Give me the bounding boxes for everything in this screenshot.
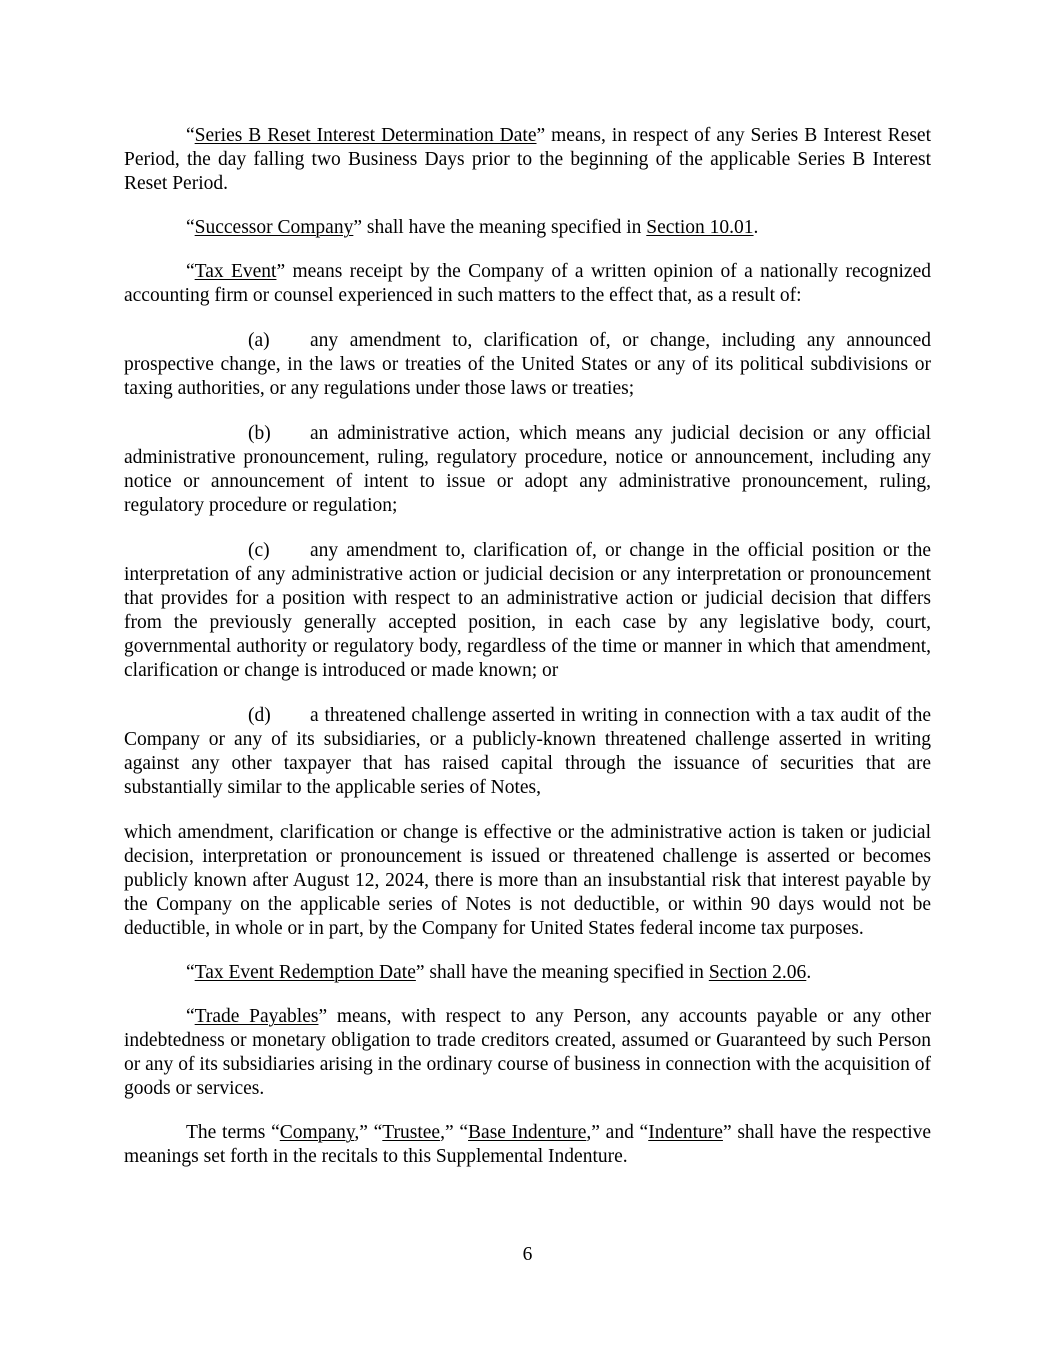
- defined-term: Tax Event: [194, 261, 277, 282]
- document-body: [124, 124, 931, 1189]
- item-label: (b): [248, 423, 271, 444]
- defined-term: Successor Company: [194, 217, 354, 238]
- definition-trade-payables: “Trade Payables” means, with respect to any Person, any accounts payable or any other indebtedness or monetary obligation to trade creditors created, assumed or Guaranteed by such Person or any of its subsidiaries arising in the ordinary course of business in connection with the acquisition of goods or services.: [124, 1006, 931, 1099]
- section-reference: Section 10.01: [646, 217, 754, 238]
- page-number: 6: [522, 1244, 533, 1265]
- list-item: (c) any amendment to, clarification of, or change in the official position or the interpretation of any administrative action or judicial decision or any interpretation or pronouncement that provides for a position with respect to an administrative action or judicial decision that differs from the previously generally accepted position, in each case by any legislative body, court, governmental authority or regulatory body, regardless of the time or manner in which that amendment, clarification or change is introduced or made known; or: [124, 540, 931, 681]
- list-item: (b) an administrative action, which means any judicial decision or any official administrative pronouncement, ruling, regulatory procedure, notice or announcement, including any notice or announcement of intent to issue or adopt any administrative pronouncement, ruling, regulatory procedure or regulation;: [124, 423, 931, 516]
- defined-term: Company: [279, 1122, 355, 1143]
- section-reference: Section 2.06: [708, 962, 807, 983]
- list-item: (a) any amendment to, clarification of, or change, including any announced prospective change, in the laws or treaties of the United States or any of its political subdivisions or taxing authorities, or any regulations under those laws or treaties;: [124, 330, 931, 399]
- defined-term: Indenture: [648, 1122, 723, 1143]
- defined-term: Base Indenture: [468, 1122, 587, 1143]
- defined-term: Trade Payables: [194, 1006, 319, 1027]
- list-item: (d) a threatened challenge asserted in writing in connection with a tax audit of the Company or any of its subsidiaries, or a publicly-known threatened challenge asserted in writing against any other taxpayer that has raised capital through the issuance of securities that are substantially similar to the applicable series of Notes,: [124, 705, 931, 798]
- defined-term: Trustee: [382, 1122, 441, 1143]
- definition-tax-event: “Tax Event” means receipt by the Company of a written opinion of a nationally recognized accounting firm or counsel experienced in such matters to the effect that, as a result of:: [124, 261, 931, 306]
- defined-term: Series B Reset Interest Determination Date: [194, 125, 537, 146]
- definition-successor-company: “Successor Company” shall have the meaning specified in Section 10.01.: [186, 217, 759, 238]
- item-label: (d): [248, 705, 271, 726]
- item-label: (a): [248, 330, 270, 351]
- item-label: (c): [248, 540, 270, 561]
- defined-term: Tax Event Redemption Date: [194, 962, 416, 983]
- definition-series-b-reset-interest-determination-date: “Series B Reset Interest Determination Date” means, in respect of any Series B Interest Reset Period, the day falling two Business Days prior to the beginning of the applicable Series B Interest Reset Period.: [124, 125, 931, 194]
- tax-event-continuation: which amendment, clarification or change is effective or the administrative action is taken or judicial decision, interpretation or pronouncement is issued or threatened challenge is asserted or becomes publicly known after August 12, 2024, there is more than an insubstantial risk that interest payable by the Company on the applicable series of Notes is not deductible, or within 90 days would not be deductible, in whole or in part, by the Company for United States federal income tax purposes.: [124, 822, 931, 939]
- definition-terms-recitals: The terms “Company,” “Trustee,” “Base Indenture,” and “Indenture” shall have the respective meanings set forth in the recitals to this Supplemental Indenture.: [124, 1122, 932, 1167]
- definition-tax-event-redemption-date: “Tax Event Redemption Date” shall have the meaning specified in Section 2.06.: [186, 962, 812, 983]
